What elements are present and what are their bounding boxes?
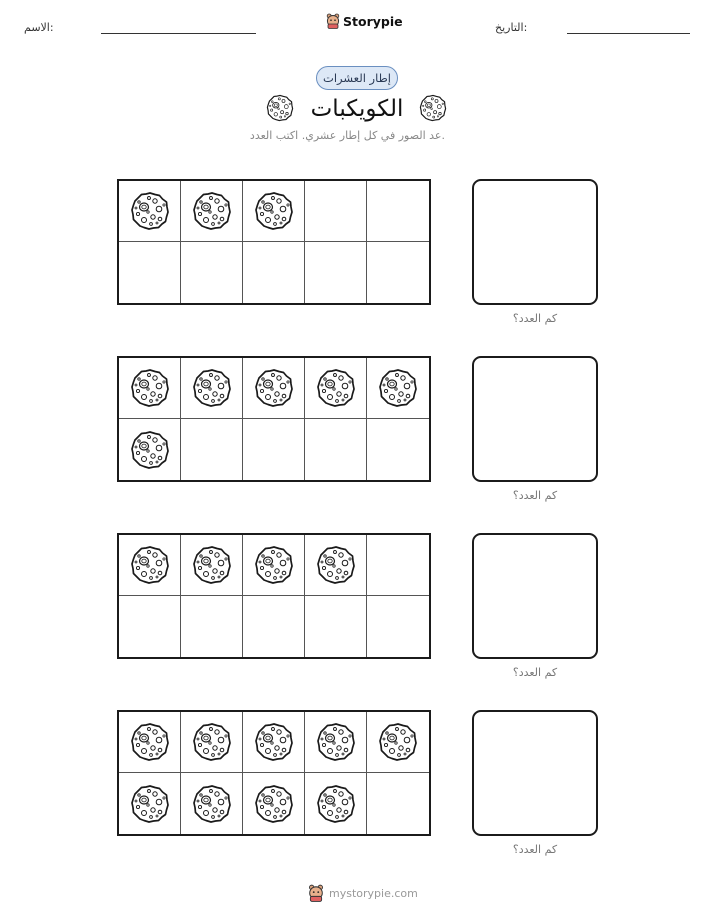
ten-frame-cell	[243, 419, 305, 480]
ten-frame-cell	[243, 535, 305, 596]
ten-frame-cell	[243, 181, 305, 242]
asteroid-icon	[192, 722, 232, 762]
ten-frame-cell	[367, 358, 429, 419]
asteroid-icon	[192, 784, 232, 824]
brand-name: Storypie	[343, 13, 403, 29]
asteroid-icon	[316, 784, 356, 824]
ten-frame-cell	[305, 358, 367, 419]
ten-frame-cell	[305, 773, 367, 834]
how-many-label: كم العدد؟	[512, 489, 558, 502]
ten-frame-cell	[243, 773, 305, 834]
ten-frame-cell	[367, 773, 429, 834]
ten-frame-cell	[119, 358, 181, 419]
ten-frame-cell	[181, 242, 243, 303]
ten-frame	[117, 533, 431, 659]
ten-frame-cell	[367, 419, 429, 480]
name-label: الاسم:	[24, 21, 54, 34]
asteroid-icon	[316, 545, 356, 585]
asteroid-icon	[378, 368, 418, 408]
asteroid-icon	[192, 368, 232, 408]
storypie-mascot-icon	[308, 884, 324, 902]
ten-frame-cell	[243, 596, 305, 657]
ten-frame-cell	[367, 596, 429, 657]
ten-frame-cell	[181, 596, 243, 657]
how-many-label: كم العدد؟	[512, 312, 558, 325]
asteroid-icon	[130, 191, 170, 231]
name-line[interactable]	[101, 33, 256, 34]
asteroid-icon	[130, 368, 170, 408]
brand-logo	[326, 13, 403, 29]
asteroid-icon	[254, 368, 294, 408]
asteroid-icon	[130, 784, 170, 824]
footer-url[interactable]: mystorypie.com	[329, 886, 418, 900]
asteroid-icon	[254, 545, 294, 585]
page-title: الكويكبات	[310, 96, 404, 122]
ten-frame	[117, 710, 431, 836]
how-many-label: كم العدد؟	[512, 666, 558, 679]
asteroid-icon	[254, 784, 294, 824]
ten-frame-cell	[367, 712, 429, 773]
storypie-mascot-icon	[326, 13, 340, 29]
answer-box[interactable]	[472, 356, 598, 482]
ten-frame-cell	[181, 358, 243, 419]
how-many-label: كم العدد؟	[512, 843, 558, 856]
ten-frame-cell	[119, 596, 181, 657]
footer	[308, 884, 418, 902]
ten-frame-cell	[367, 242, 429, 303]
ten-frame-cell	[119, 712, 181, 773]
ten-frame	[117, 179, 431, 305]
asteroid-icon	[192, 545, 232, 585]
ten-frame-cell	[119, 181, 181, 242]
date-line[interactable]	[567, 33, 690, 34]
title-asteroid-left	[266, 94, 294, 122]
ten-frame-cell	[181, 419, 243, 480]
instructions: عد الصور في كل إطار عشري. اكتب العدد.	[249, 129, 445, 142]
answer-box[interactable]	[472, 710, 598, 836]
ten-frame-cell	[305, 242, 367, 303]
title-asteroid-right	[419, 94, 447, 122]
date-label: التاريخ:	[495, 21, 528, 34]
asteroid-icon	[378, 722, 418, 762]
asteroid-icon	[192, 191, 232, 231]
asteroid-icon	[254, 722, 294, 762]
asteroid-icon	[130, 545, 170, 585]
ten-frame-cell	[243, 242, 305, 303]
ten-frame-cell	[305, 712, 367, 773]
ten-frame-cell	[305, 419, 367, 480]
ten-frame	[117, 356, 431, 482]
asteroid-icon	[266, 94, 294, 122]
ten-frame-cell	[119, 535, 181, 596]
ten-frame-cell	[367, 181, 429, 242]
ten-frame-cell	[243, 358, 305, 419]
ten-frame-cell	[119, 242, 181, 303]
answer-box[interactable]	[472, 179, 598, 305]
ten-frame-cell	[243, 712, 305, 773]
asteroid-icon	[419, 94, 447, 122]
asteroid-icon	[130, 722, 170, 762]
worksheet-type-badge: إطار العشرات	[316, 66, 398, 90]
ten-frame-cell	[305, 535, 367, 596]
ten-frame-cell	[181, 773, 243, 834]
asteroid-icon	[316, 368, 356, 408]
ten-frame-cell	[181, 181, 243, 242]
answer-box[interactable]	[472, 533, 598, 659]
ten-frame-cell	[305, 181, 367, 242]
ten-frame-cell	[119, 773, 181, 834]
ten-frame-cell	[181, 712, 243, 773]
ten-frame-cell	[305, 596, 367, 657]
asteroid-icon	[130, 430, 170, 470]
asteroid-icon	[316, 722, 356, 762]
ten-frame-cell	[367, 535, 429, 596]
ten-frame-cell	[119, 419, 181, 480]
ten-frame-cell	[181, 535, 243, 596]
asteroid-icon	[254, 191, 294, 231]
